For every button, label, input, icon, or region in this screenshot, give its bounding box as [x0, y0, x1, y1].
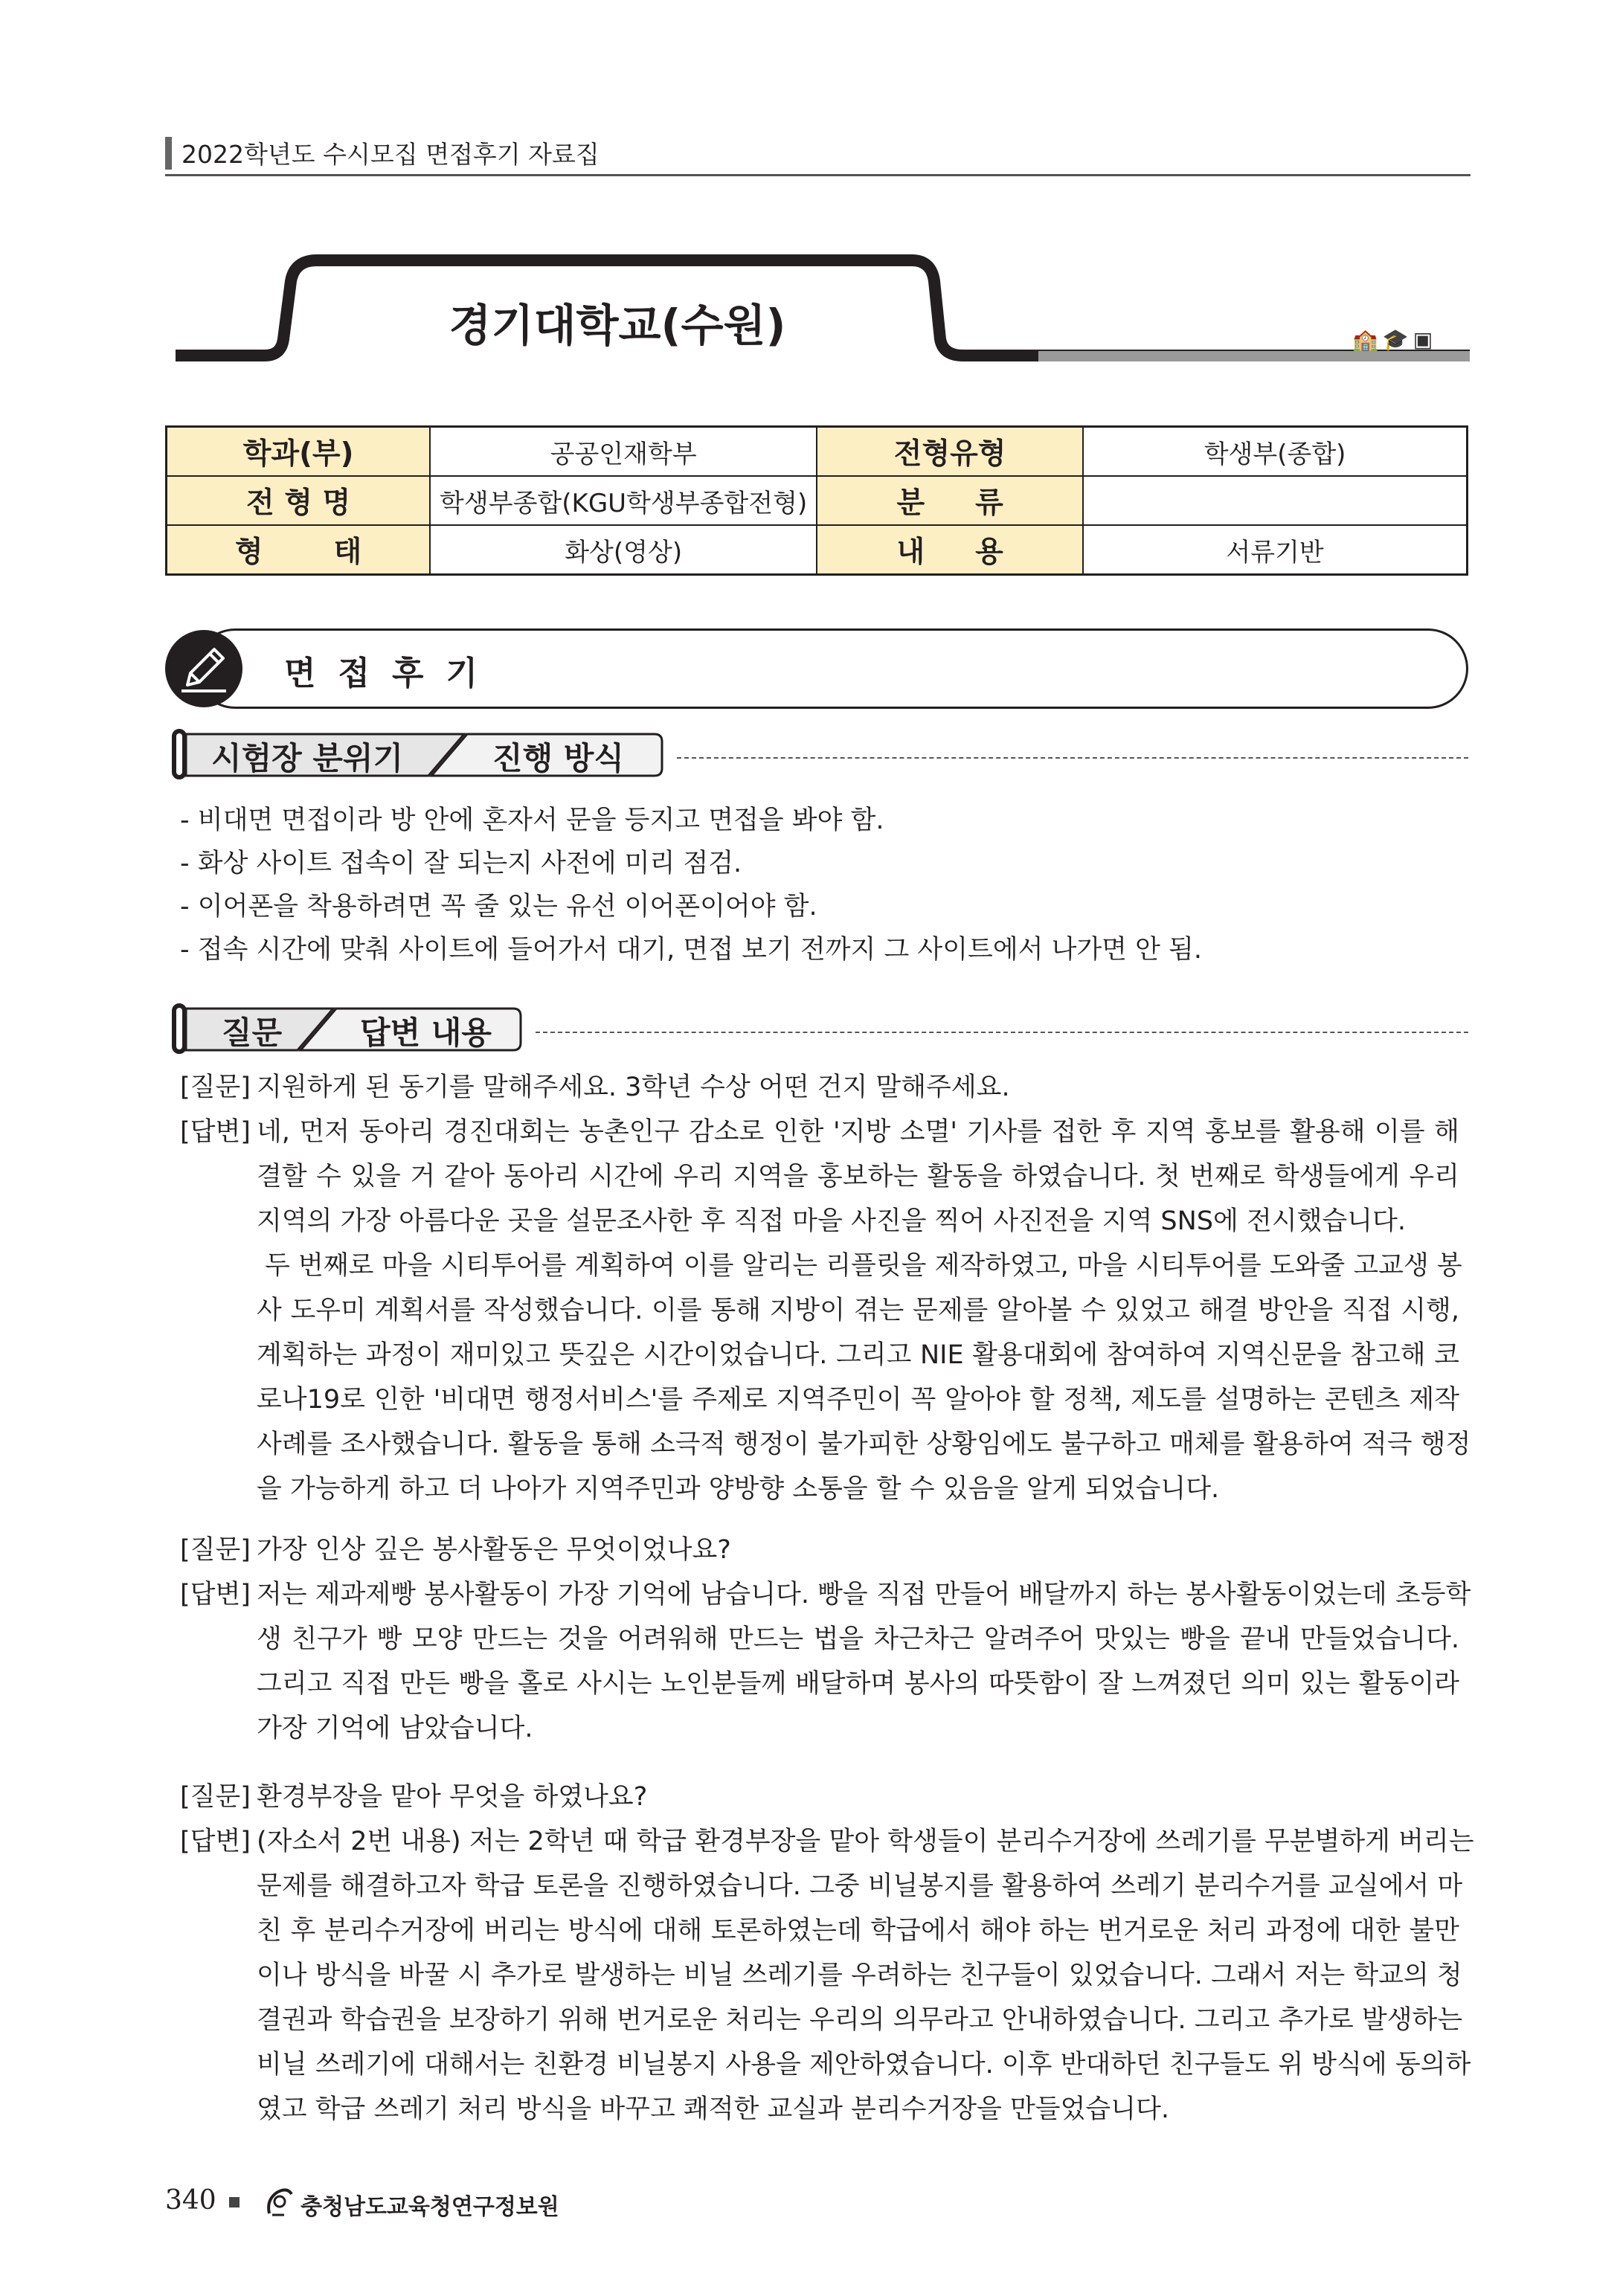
content-value: 서류기반 [1083, 525, 1467, 575]
question-line [180, 1775, 1459, 1819]
graduation-cap-icon: 🎓 [1382, 327, 1413, 352]
answer-line [180, 1572, 1471, 1617]
tab-procedure: 진행 방식 [492, 740, 624, 776]
answer-text: 결권과 학습권을 보장하기 위해 번거로운 처리는 우리의 의무라고 안내하였습니다. 그리고 추가로 발생하는 [257, 2005, 1463, 2035]
answer-text: 사례를 조사했습니다. 활동을 통해 소극적 행정이 불가피한 상황임에도 불구하고 매체를 활용하여 적극 행정 [257, 1430, 1471, 1459]
answer-line [180, 1244, 1462, 1288]
answer-text: 생 친구가 빵 모양 만드는 것을 어려워해 만드는 법을 차근차근 알려주어 맛있는 빵을 끝내 만들었습니다. [257, 1624, 1459, 1654]
tab-answer: 답변 내용 [360, 1014, 492, 1051]
answer-text: (자소서 2번 내용) 저는 2학년 때 학급 환경부장을 맡아 학생들이 분리수거장에 쓰레기를 무분별하게 버리는 [257, 1827, 1474, 1856]
answer-text: 계획하는 과정이 재미있고 뜻깊은 시간이었습니다. 그리고 NIE 활용대회에 참여하여 지역신문을 참고해 코 [257, 1340, 1459, 1370]
question-tag: [질문] [180, 1535, 251, 1565]
answer-text: 친 후 분리수거장에 버리는 방식에 대해 토론하였는데 학급에서 해야 하는 번거로운 처리 과정에 대한 불만 [257, 1916, 1459, 1946]
admission-name-value: 학생부종합(KGU학생부종합전형) [430, 476, 817, 525]
qa-block-2 [180, 1528, 1471, 1751]
answer-line [180, 1377, 1459, 1422]
question-line [180, 1065, 1459, 1110]
answer-text: 였고 학급 쓰레기 처리 방식을 바꾸고 쾌적한 교실과 분리수거장을 만들었습니다. [257, 2094, 1169, 2124]
list-item: - 비대면 면접이라 방 안에 혼자서 문을 등지고 면접을 봐야 함. [180, 805, 884, 835]
answer-text: 지역의 가장 아름다운 곳을 설문조사한 후 직접 마을 사진을 찍어 사진전을 지역 SNS에 전시했습니다. [257, 1206, 1406, 1236]
header-accent-bar [165, 137, 172, 170]
answer-line [180, 1706, 1459, 1751]
table-row [167, 525, 1468, 575]
format-value: 화상(영상) [430, 525, 817, 575]
answer-text: 저는 제과제빵 봉사활동이 가장 기억에 남습니다. 빵을 직접 만들어 배달까지 하는 봉사활동이었는데 초등학 [257, 1580, 1471, 1610]
list-item: - 이어폰을 착용하려면 꼭 줄 있는 유선 이어폰이어야 함. [180, 892, 817, 922]
pencil-icon [165, 630, 242, 707]
question-text: 지원하게 된 동기를 말해주세요. 3학년 수상 어떤 건지 말해주세요. [257, 1073, 1010, 1102]
answer-line [180, 1617, 1459, 1662]
answer-text: 문제를 해결하고자 학급 토론을 진행하였습니다. 그중 비닐봉지를 활용하여 쓰레기 분리수거를 교실에서 마 [257, 1871, 1463, 1901]
admission-name-label: 전 형 명 [167, 476, 431, 525]
answer-text: 로나19로 인한 '비대면 행정서비스'를 주제로 지역주민이 꼭 알아야 할 정책, 제도를 설명하는 콘텐츠 제작 [257, 1385, 1459, 1415]
answer-line [180, 1467, 1459, 1511]
answer-text: 사 도우미 계획서를 작성했습니다. 이를 통해 지방이 겪는 문제를 알아볼 수 있었고 해결 방안을 직접 시행, [257, 1296, 1459, 1325]
question-text: 환경부장을 맡아 무엇을 하였나요? [257, 1782, 648, 1812]
school-icon: 🏫 [1352, 327, 1383, 352]
answer-line [180, 1908, 1459, 1953]
question-text: 가장 인상 깊은 봉사활동은 무엇이었나요? [257, 1535, 731, 1565]
qa-subheading [170, 1000, 1468, 1059]
section-title: 면접후기 [284, 655, 501, 692]
atmosphere-list [180, 799, 1202, 971]
answer-tag: [답변] [180, 1117, 251, 1147]
qa-block-1 [180, 1065, 1471, 1511]
dashed-rule [677, 757, 1468, 759]
answer-line [180, 2087, 1459, 2132]
section-badge [165, 630, 242, 707]
question-line [180, 1528, 1459, 1572]
list-item: - 화상 사이트 접속이 잘 되는지 사전에 미리 점검. [180, 849, 742, 878]
answer-text: 을 가능하게 하고 더 나아가 지역주민과 양방향 소통을 할 수 있음을 알게 되었습니다. [257, 1474, 1220, 1504]
answer-text: 두 번째로 마을 시티투어를 계획하여 이를 알리는 리플릿을 제작하였고, 마을 시티투어를 도와줄 고교생 봉 [257, 1251, 1462, 1281]
format-label: 형 태 [167, 525, 431, 575]
answer-line [180, 1288, 1459, 1333]
answer-line [180, 1864, 1463, 1908]
admission-type-label: 전형유형 [817, 427, 1083, 477]
answer-tag: [답변] [180, 1827, 251, 1856]
answer-line [180, 1998, 1463, 2042]
answer-line [180, 1110, 1459, 1154]
dept-label: 학과(부) [167, 427, 431, 477]
dashed-rule [536, 1032, 1468, 1033]
tab-atmosphere: 시험장 분위기 [211, 740, 404, 776]
atmosphere-subheading [170, 725, 1468, 785]
running-header [165, 132, 1471, 176]
organization-logo-icon [262, 2185, 296, 2219]
page-number: 340 [165, 2185, 216, 2216]
category-label: 분 류 [817, 476, 1083, 525]
answer-text: 그리고 직접 만든 빵을 홀로 사시는 노인분들께 배달하며 봉사의 따뜻함이 잘 느껴졌던 의미 있는 활동이라 [257, 1669, 1459, 1699]
answer-text: 네, 먼저 동아리 경진대회는 농촌인구 감소로 인한 '지방 소멸' 기사를 접한 후 지역 홍보를 활용해 이를 해 [257, 1117, 1459, 1147]
dept-value: 공공인재학부 [430, 427, 817, 477]
table-row [167, 476, 1468, 525]
tab-question: 질문 [222, 1014, 283, 1051]
admission-info-table [165, 425, 1468, 576]
answer-line [180, 2042, 1471, 2087]
list-item: - 접속 시간에 맞춰 사이트에 들어가서 대기, 면접 보기 전까지 그 사이트에서 나가면 안 됨. [180, 935, 1202, 965]
answer-line [180, 1662, 1459, 1706]
answer-line [180, 1422, 1471, 1467]
category-value [1083, 476, 1467, 525]
qa-block-3 [180, 1775, 1474, 2132]
table-row [167, 427, 1468, 477]
answer-tag: [답변] [180, 1580, 251, 1610]
title-banner [176, 251, 1470, 370]
answer-text: 이나 방식을 바꿀 시 추가로 발생하는 비닐 쓰레기를 우려하는 친구들이 있었습니다. 그래서 저는 학교의 청 [257, 1961, 1462, 1990]
answer-text: 결할 수 있을 거 같아 동아리 시간에 우리 지역을 홍보하는 활동을 하였습니다. 첫 번째로 학생들에게 우리 [257, 1162, 1459, 1192]
answer-line [180, 1199, 1459, 1244]
running-header-title: 2022학년도 수시모집 면접후기 자료집 [181, 140, 600, 169]
admission-type-value: 학생부(종합) [1083, 427, 1467, 477]
title-icons [1352, 327, 1437, 352]
page-title: 경기대학교(수원) [449, 300, 786, 351]
answer-line [180, 1819, 1474, 1864]
answer-line [180, 1953, 1462, 1998]
question-tag: [질문] [180, 1073, 251, 1102]
answer-text: 비닐 쓰레기에 대해서는 친환경 비닐봉지 사용을 제안하였습니다. 이후 반대하던 친구들도 위 방식에 동의하 [257, 2050, 1471, 2080]
organization-name: 충청남도교육청연구정보원 [301, 2194, 559, 2220]
content-label: 내 용 [817, 525, 1083, 575]
question-tag: [질문] [180, 1782, 251, 1812]
answer-text: 가장 기억에 남았습니다. [257, 1714, 533, 1743]
answer-line [180, 1154, 1459, 1199]
section-heading [165, 628, 1468, 709]
footer-square-bullet [229, 2197, 240, 2207]
answer-line [180, 1333, 1459, 1377]
document-icon: ▣ [1413, 327, 1438, 352]
